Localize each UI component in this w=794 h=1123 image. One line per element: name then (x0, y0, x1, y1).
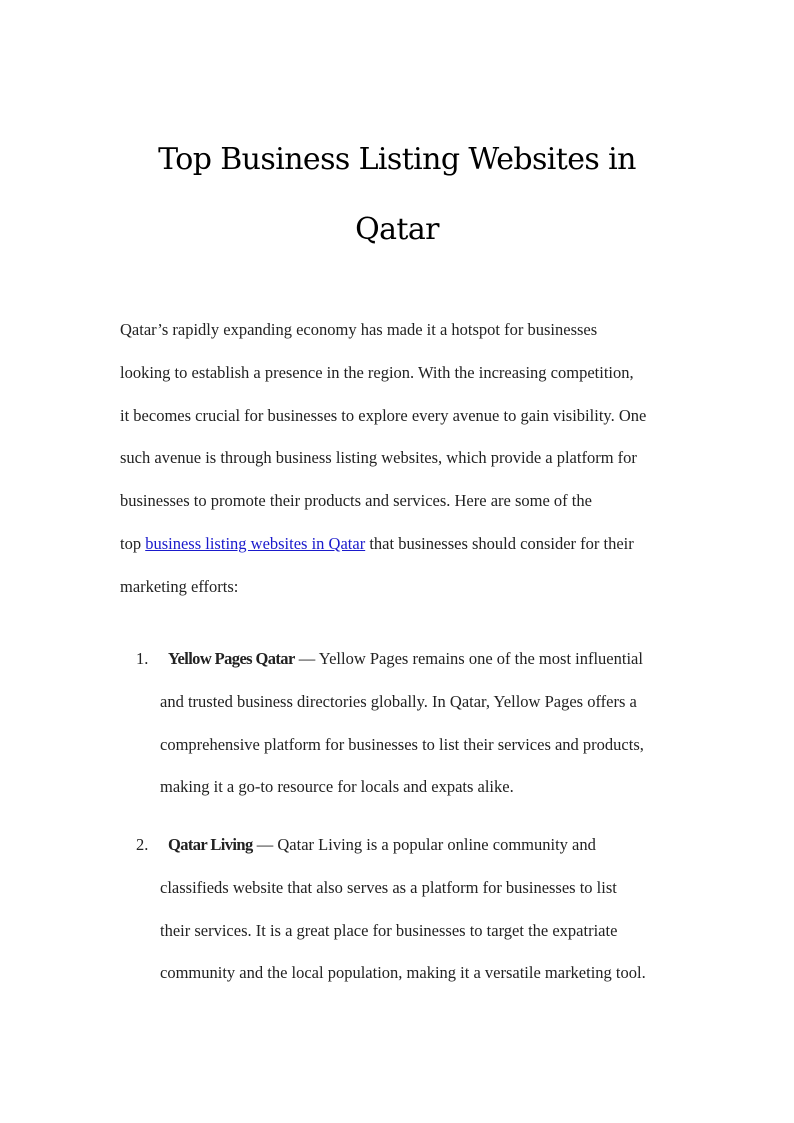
list-item-name: Qatar Living (168, 835, 253, 854)
list-item-line-3: comprehensive platform for businesses to list their services and products, (160, 734, 644, 754)
intro-line-6 (120, 523, 690, 566)
page-title-line-2: Qatar (355, 212, 439, 247)
page-title-line-1: Top Business Listing Websites in (158, 142, 636, 177)
list-item-line-1-rest: — Yellow Pages remains one of the most influential (294, 649, 643, 668)
list-item-body (160, 824, 700, 995)
intro-line-5: businesses to promote their products and services. Here are some of the (120, 491, 592, 511)
intro-line-2: looking to establish a presence in the region. With the increasing competition, (120, 362, 634, 382)
intro-line-4: such avenue is through business listing websites, which provide a platform for (120, 448, 637, 468)
list-item-line-1 (160, 638, 700, 681)
list-item-line-1-rest: — Qatar Living is a popular online community and (252, 835, 596, 854)
list-item-number: 2. (136, 835, 149, 854)
list-item-line-2: classifieds website that also serves as a platform for businesses to list (160, 877, 617, 897)
business-listing-link[interactable]: business listing websites in Qatar (145, 533, 366, 553)
list-item-line-1 (160, 824, 700, 867)
intro-line-7: marketing efforts: (120, 576, 239, 596)
intro-line-6-suffix: that businesses should consider for their (365, 533, 634, 553)
intro-line-1: Qatar’s rapidly expanding economy has made it a hotspot for businesses (120, 320, 598, 339)
list-item-line-3: their services. It is a great place for businesses to target the expatriate (160, 920, 618, 940)
intro-line-3: it becomes crucial for businesses to explore every avenue to gain visibility. One (120, 405, 647, 425)
list-item-line-4: making it a go-to resource for locals and expats alike. (160, 777, 514, 797)
list-item-line-2: and trusted business directories globally. In Qatar, Yellow Pages offers a (160, 691, 637, 711)
list-item-number: 1. (136, 649, 149, 668)
intro-line-6-prefix: top (120, 533, 146, 553)
list-item-body (160, 638, 700, 809)
list-item-line-4: community and the local population, making it a versatile marketing tool. (160, 963, 646, 983)
intro-paragraph (120, 309, 690, 609)
list-item-name: Yellow Pages Qatar (168, 649, 295, 668)
